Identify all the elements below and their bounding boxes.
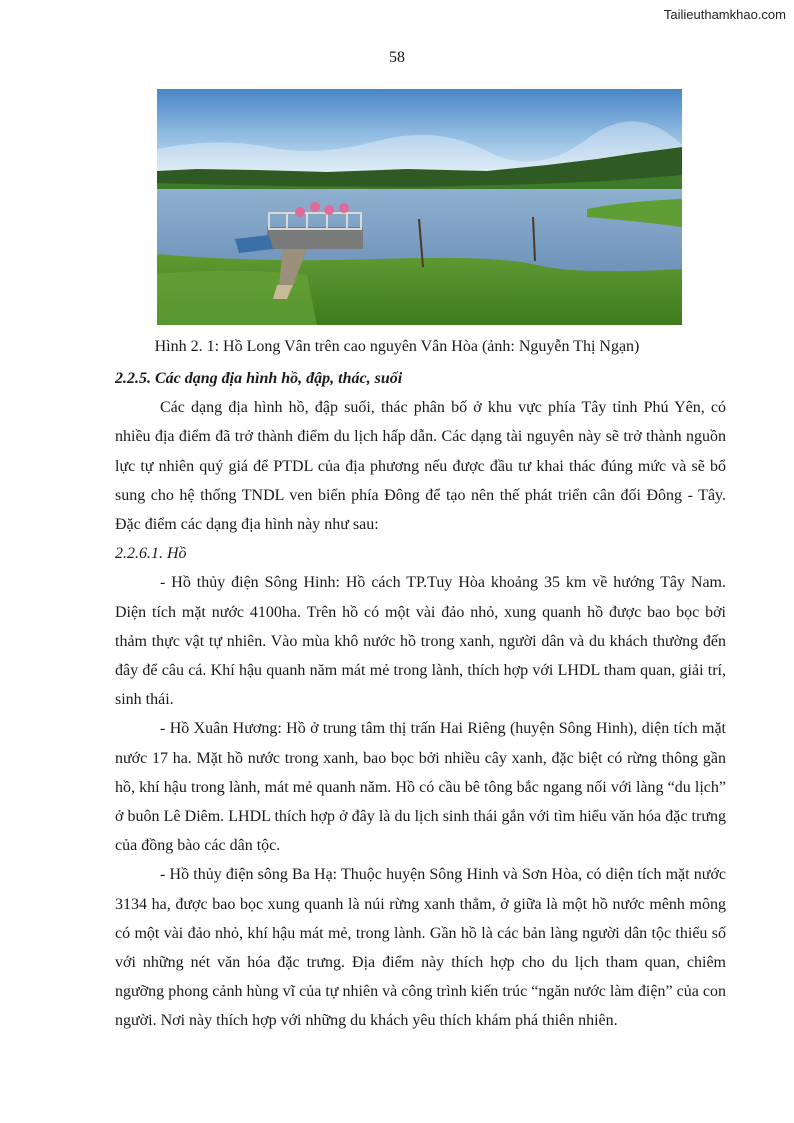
- paragraph-ba-ha: - Hồ thủy điện sông Ba Hạ: Thuộc huyện Sông Hinh và Sơn Hòa, có diện tích mặt nước 3134 ha, được bao bọc xung quanh là núi rừng xanh thẳm, ở giữa là một hồ nước mênh mông có một vài đảo nhỏ, khí hậu mát mẻ, trong lành. Gần hồ là các bản làng người dân tộc thiểu số với những nét văn hóa đặc trưng. Địa điểm này thích hợp cho du lịch tham quan, chiêm ngưỡng phong cảnh hùng vĩ của tự nhiên và công trình kiến trúc “ngăn nước làm điện” của con người. Nơi này thích hợp với những du khách yêu thích khám phá thiên nhiên.: [115, 866, 726, 1030]
- section-heading: 2.2.5. Các dạng địa hình hồ, đập, thác, suối: [115, 370, 403, 387]
- subsection-heading: 2.2.6.1. Hồ: [115, 545, 187, 563]
- section-intro: Các dạng địa hình hồ, đập suối, thác phân bố ở khu vực phía Tây tỉnh Phú Yên, có nhiều địa điểm đã trở thành điểm du lịch hấp dẫn. Các dạng tài nguyên này sẽ trở thành nguồn lực tự nhiên quý giá để PTDL của địa phương nếu được đầu tư khai thác đúng mức và sẽ bổ sung cho hệ thống TNDL ven biển phía Đông để tạo nên thế phát triển cân đối Đông - Tây. Đặc điểm các dạng địa hình này như sau:: [115, 399, 726, 534]
- watermark: Tailieuthamkhao.com: [663, 7, 786, 22]
- section-body: [115, 364, 726, 1036]
- paragraph-xuan-huong: - Hồ Xuân Hương: Hồ ở trung tâm thị trấn Hai Riêng (huyện Sông Hinh), diện tích mặt nước 17 ha. Mặt hồ nước trong xanh, bao bọc bởi nhiều cây xanh, đặc biệt có rừng thông gần hồ, khí hậu trong lành, mát mẻ quanh năm. Hồ có cầu bê tông bắc ngang nối với làng “du lịch” ở buôn Lê Diêm. LHDL thích hợp ở đây là du lịch sinh thái gắn với tìm hiểu văn hóa đặc trưng của đồng bào các dân tộc.: [115, 720, 726, 855]
- paragraph-song-hinh: - Hồ thủy điện Sông Hinh: Hồ cách TP.Tuy Hòa khoảng 35 km về hướng Tây Nam. Diện tích mặt nước 4100ha. Trên hồ có một vài đảo nhỏ, xung quanh hồ được bao bọc bởi thảm thực vật tự nhiên. Vào mùa khô nước hồ trong xanh, người dân và du khách thường đến đây để câu cá. Khí hậu quanh năm mát mẻ trong lành, thích hợp với LHDL tham quan, giải trí, sinh thái.: [115, 574, 726, 709]
- page-number: 58: [389, 49, 405, 66]
- figure-caption: Hình 2. 1: Hồ Long Vân trên cao nguyên Vân Hòa (ảnh: Nguyễn Thị Ngạn): [154, 338, 640, 355]
- lake-photo: [157, 89, 682, 325]
